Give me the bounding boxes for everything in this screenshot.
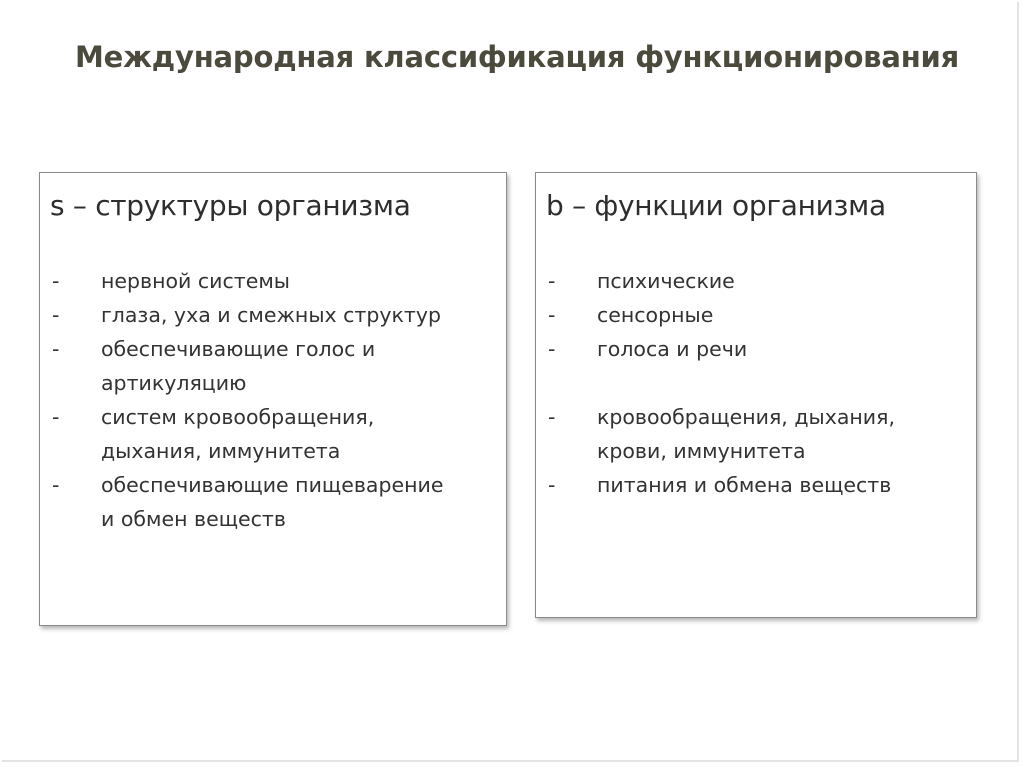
slide-title: Международная классификация функционирования (75, 40, 960, 74)
list-bullet-dash: - (548, 337, 556, 361)
structures-list (50, 264, 506, 536)
list-item-text: и обмен веществ (101, 507, 286, 531)
list-item-text: кровообращения, дыхания, (597, 405, 895, 429)
structures-heading: s – структуры организма (50, 189, 411, 222)
list-item-text: психические (597, 269, 735, 293)
functions-list (546, 264, 976, 502)
list-item-text: нервной системы (101, 269, 290, 293)
list-item-text: сенсорные (597, 303, 714, 327)
list-item (50, 332, 506, 400)
list-item-text: голоса и речи (597, 337, 748, 361)
functions-heading: b – функции организма (546, 189, 886, 222)
list-item (50, 298, 506, 332)
list-item-text: глаза, уха и смежных структур (101, 303, 441, 327)
list-bullet-dash: - (548, 473, 556, 497)
list-bullet-dash: - (548, 303, 556, 327)
list-bullet-dash: - (548, 269, 556, 293)
list-item-text: обеспечивающие голос и (101, 337, 376, 361)
list-item (50, 468, 506, 536)
list-bullet-dash: - (52, 269, 60, 293)
list-bullet-dash: - (548, 405, 556, 429)
list-bullet-dash: - (52, 473, 60, 497)
list-item (546, 468, 976, 502)
structures-box (39, 172, 507, 626)
list-item-text: дыхания, иммунитета (101, 439, 341, 463)
list-item-text: крови, иммунитета (597, 439, 806, 463)
list-item-text: систем кровообращения, (101, 405, 375, 429)
list-item (546, 400, 976, 468)
list-item-text: артикуляцию (101, 371, 247, 395)
list-item (50, 400, 506, 468)
list-bullet-dash: - (52, 405, 60, 429)
list-bullet-dash: - (52, 303, 60, 327)
list-item-text: обеспечивающие пищеварение (101, 473, 444, 497)
list-bullet-dash: - (52, 337, 60, 361)
list-item (546, 332, 976, 366)
list-item-text: питания и обмена веществ (597, 473, 892, 497)
list-item (50, 264, 506, 298)
functions-box (535, 172, 977, 618)
list-item (546, 264, 976, 298)
list-item (546, 298, 976, 332)
